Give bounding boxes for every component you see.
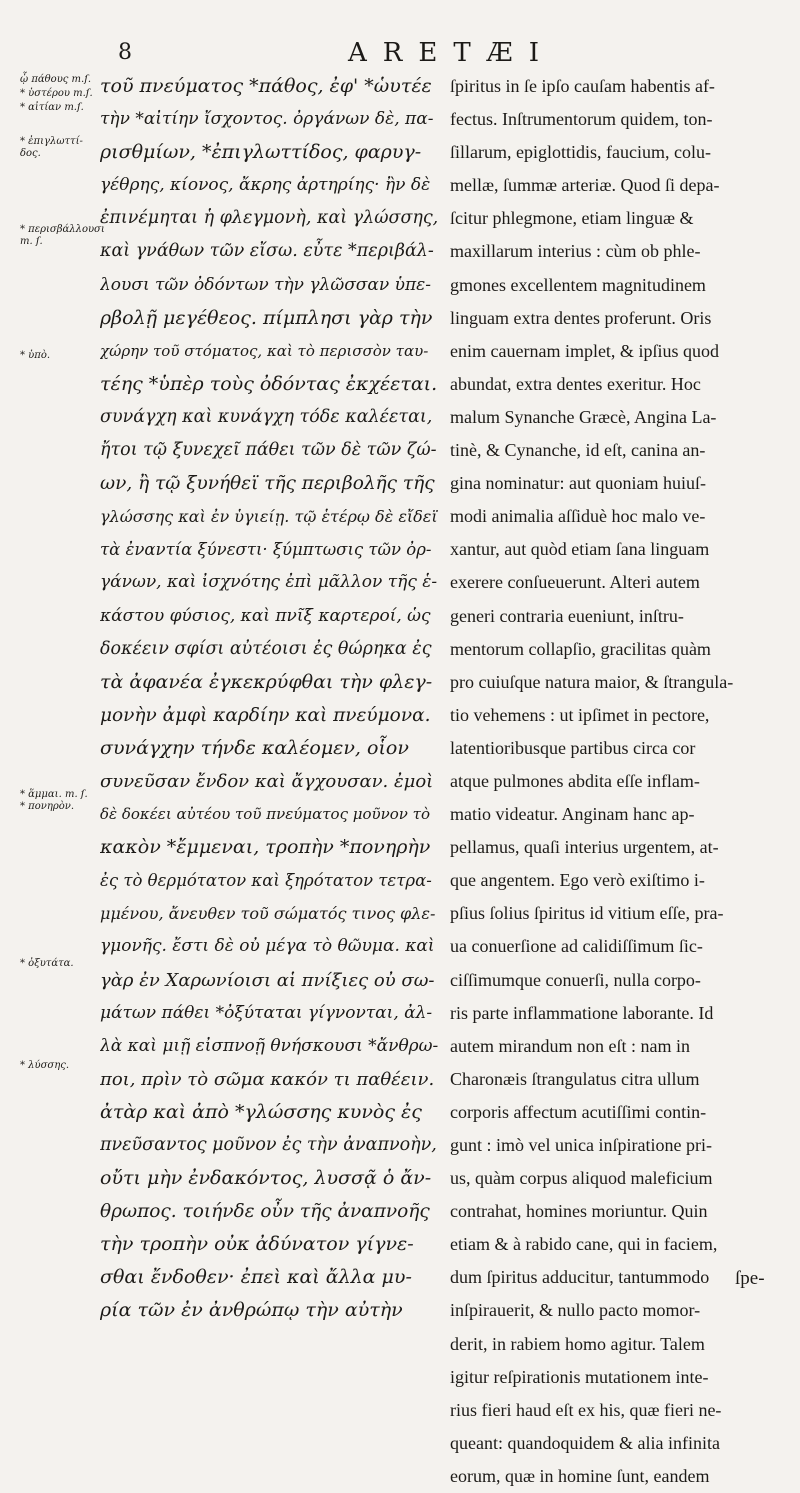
latin-line: latentioribusque partibus circa cor (450, 737, 696, 758)
greek-line: λουσι τῶν ὀδόντων τὴν γλῶσσαν ὑπε- (100, 274, 431, 295)
latin-line: matio videatur. Anginam hanc ap- (450, 804, 695, 825)
latin-line: fectus. Inſtrumentorum quidem, ton- (450, 109, 713, 130)
greek-line: γέθρης, κίονος, ἄκρης ἀρτηρίης· ἢν δὲ (100, 175, 431, 196)
latin-line: inſpirauerit, & nullo pacto momor- (450, 1300, 701, 1321)
latin-line: us, quàm corpus aliquod maleficium (450, 1168, 713, 1189)
latin-line: eorum, quæ in homine ſunt, eandem (450, 1465, 710, 1486)
latin-line: linguam extra dentes proferunt. Oris (450, 307, 712, 328)
margin-note: * αἰτίαν m.ſ. (20, 102, 84, 113)
greek-line: ρία τῶν ἐν ἀνθρώπῳ τὴν αὐτὴν (100, 1299, 403, 1322)
greek-line: ἤτοι τῷ ξυνεχεῖ πάθει τῶν δὲ τῶν ζώ- (100, 440, 437, 461)
greek-line: θρωπος. τοιήνδε οὖν τῆς ἀναπνοῆς (100, 1201, 430, 1223)
latin-line: gmones excellentem magnitudinem (450, 274, 706, 295)
greek-line: γὰρ ἐν Χαρωνίοισι αἱ πνίξιες οὐ σω- (100, 969, 435, 991)
latin-line: pellamus, quaſi interius urgentem, at- (450, 837, 719, 858)
latin-line: malum Synanche Græcè, Angina La- (450, 406, 717, 427)
latin-line: igitur reſpirationis mutationem inte- (450, 1366, 709, 1387)
latin-line: atque pulmones abdita eſſe inflam- (450, 770, 700, 791)
latin-line: enim cauernam implet, & ipſius quod (450, 340, 719, 361)
latin-line: ſillarum, epiglottidis, faucium, colu- (450, 142, 711, 163)
latin-line: derit, in rabiem homo agitur. Talem (450, 1333, 705, 1354)
greek-line: δὲ δοκέει αὐτέου τοῦ πνεύματος μοῦνον τὸ (100, 805, 431, 824)
greek-line: τέης *ὑπὲρ τοὺς ὀδόντας ἐκχέεται. (100, 372, 438, 395)
greek-line: οὔτι μὴν ἐνδακόντος, λυσσᾷ ὁ ἄν- (100, 1167, 432, 1190)
latin-line: ſcitur phlegmone, etiam linguæ & (450, 208, 694, 229)
margin-note: * ὑστέρου m.ſ. (20, 88, 93, 99)
margin-note: * ὑπὸ. (20, 350, 51, 361)
greek-line: τὰ ἀφανέα ἐγκεκρύφθαι τὴν φλεγ- (100, 670, 433, 693)
greek-line: ἀτὰρ καὶ ἀπὸ *γλώσσης κυνὸς ἐς (100, 1100, 422, 1123)
greek-line: ων, ἢ τῷ ξυνήθεϊ τῆς περιβολῆς τῆς (100, 473, 435, 495)
latin-line: abundat, extra dentes exeritur. Hoc (450, 373, 701, 394)
greek-line: σθαι ἔνδοθεν· ἐπεὶ καὶ ἄλλα μυ- (100, 1266, 412, 1289)
latin-line: queant: quandoquidem & alia infinita (450, 1432, 720, 1453)
latin-text-column (450, 70, 780, 1493)
greek-line: συνεῦσαν ἔνδον καὶ ἄγχουσαν. ἐμοὶ (100, 770, 434, 792)
latin-line: pſius ſolius ſpiritus id vitium eſſe, pra- (450, 903, 724, 924)
greek-line: τοῦ πνεύματος *πάθος, ἐφ' *ὡυτέε (100, 75, 432, 97)
greek-line: ἐπινέμηται ἡ φλεγμονὴ, καὶ γλώσσης, (100, 208, 438, 229)
latin-line: maxillarum interius : cùm ob phle- (450, 241, 701, 262)
latin-line: etiam & à rabido cane, qui in faciem, (450, 1234, 718, 1255)
latin-line: pro cuiuſque natura maior, & ſtrangula- (450, 671, 734, 692)
margin-note: * ἅμμαι. m. ſ. * πονηρὸν. (20, 789, 88, 812)
greek-text-column (100, 70, 438, 1328)
latin-line: xantur, aut quòd etiam ſana linguam (450, 539, 710, 560)
greek-line: δοκέειν σφίσι αὐτέοισι ἐς θώρηκα ἐς (100, 638, 432, 659)
greek-line: καὶ γνάθων τῶν εἴσω. εὖτε *περιβάλ- (100, 241, 434, 262)
greek-line: χώρην τοῦ στόματος, καὶ τὸ περισσὸν ταυ- (100, 341, 429, 360)
latin-line: exerere conſueuerunt. Alteri autem (450, 572, 700, 593)
latin-line: que angentem. Ego verò exiſtimo i- (450, 870, 705, 891)
latin-line: tio vehemens : ut ipſimet in pectore, (450, 704, 710, 725)
latin-line: mellæ, ſummæ arteriæ. Quod ſi depa- (450, 175, 720, 196)
margin-note: * λύσσης. (20, 1060, 70, 1071)
margin-note: ᾧ πάθους m.ſ. (20, 74, 92, 85)
greek-line: γάνων, καὶ ἰσχνότης ἐπὶ μᾶλλον τῆς ἑ- (100, 572, 438, 593)
latin-line: dum ſpiritus adducitur, tantummodo (450, 1267, 710, 1288)
latin-line: tinè, & Cynanche, id eſt, canina an- (450, 440, 706, 461)
greek-line: συνάγχην τήνδε καλέομεν, οἷον (100, 736, 409, 759)
greek-line: λὰ καὶ μιῇ εἰσπνοῇ θνήσκουσι *ἄνθρω- (100, 1035, 438, 1056)
greek-line: πνεῦσαντος μοῦνον ἐς τὴν ἀναπνοὴν, (100, 1135, 437, 1155)
greek-line: γμονῆς. ἔστι δὲ οὐ μέγα τὸ θῶυμα. καὶ (100, 936, 435, 957)
greek-line: τὰ ἐναντία ξύνεστι· ξύμπτωσις τῶν ὀρ- (100, 540, 432, 560)
latin-line: ris parte inflammatione laborante. Id (450, 1002, 714, 1023)
greek-line: ποι, πρὶν τὸ σῶμα κακόν τι παθέειν. (100, 1068, 435, 1090)
greek-line: μάτων πάθει *ὀξύταται γίγνονται, ἀλ- (100, 1002, 433, 1023)
page-number: 8 (118, 40, 132, 65)
page-header (0, 38, 800, 68)
margin-note: * περισβάλλουσι m. ſ. (20, 224, 105, 247)
latin-line: generi contraria eueniunt, inſtru- (450, 605, 684, 626)
greek-line: τὴν τροπὴν οὐκ ἀδύνατον γίγνε- (100, 1233, 414, 1256)
latin-line: ſpiritus in ſe ipſo cauſam habentis af- (450, 76, 715, 96)
latin-line: corporis affectum acutiſſimi contin- (450, 1101, 707, 1122)
running-head: ARETÆI (348, 38, 555, 68)
greek-line: ρβολῇ μεγέθεος. πίμπλησι γὰρ τὴν (100, 306, 433, 329)
latin-line: rius fieri haud eſt ex his, quæ fieri ne- (450, 1399, 722, 1420)
greek-line: μονὴν ἀμφὶ καρδίην καὶ πνεύμονα. (100, 704, 431, 726)
margin-note: * ἐπιγλωττί- δος. (20, 136, 83, 159)
margin-note: * ὀξυτάτα. (20, 958, 74, 969)
greek-line: μμένου, ἄνευθεν τοῦ σώματός τινος φλε- (100, 904, 436, 924)
catchword: ſpe- (735, 1268, 765, 1289)
latin-line: Charonæis ſtrangulatus citra ullum (450, 1068, 700, 1089)
latin-line: gina nominatur: aut quoniam huiuſ- (450, 473, 706, 494)
latin-line: gunt : imò vel unica inſpiratione pri- (450, 1135, 712, 1155)
greek-line: συνάγχη καὶ κυνάγχη τόδε καλέεται, (100, 406, 433, 427)
latin-line: contrahat, homines moriuntur. Quin (450, 1201, 708, 1222)
greek-line: κάστου φύσιος, καὶ πνῖξ καρτεροί, ὡς (100, 605, 431, 626)
greek-line: κακὸν *ἔμμεναι, τροπὴν *πονηρὴν (100, 836, 431, 859)
latin-line: ua conuerſione ad calidiſſimum ſic- (450, 936, 703, 957)
latin-line: modi animalia aſſiduè hoc malo ve- (450, 506, 706, 527)
latin-line: mentorum collapſio, gracilitas quàm (450, 638, 711, 659)
latin-line: ciſſimumque conuerſi, nulla corpo- (450, 969, 701, 990)
greek-line: ἐς τὸ θερμότατον καὶ ξηρότατον τετρα- (100, 871, 432, 891)
latin-line: autem mirandum non eſt : nam in (450, 1035, 690, 1056)
greek-line: γλώσσης καὶ ἐν ὑγιείῃ. τῷ ἑτέρῳ δὲ εἴδεϊ (100, 507, 438, 527)
greek-line: τὴν *αἰτίην ἴσχοντος. ὀργάνων δὲ, πα- (100, 109, 434, 130)
greek-line: ρισθμίων, *ἐπιγλωττίδος, φαρυγ- (100, 141, 422, 164)
